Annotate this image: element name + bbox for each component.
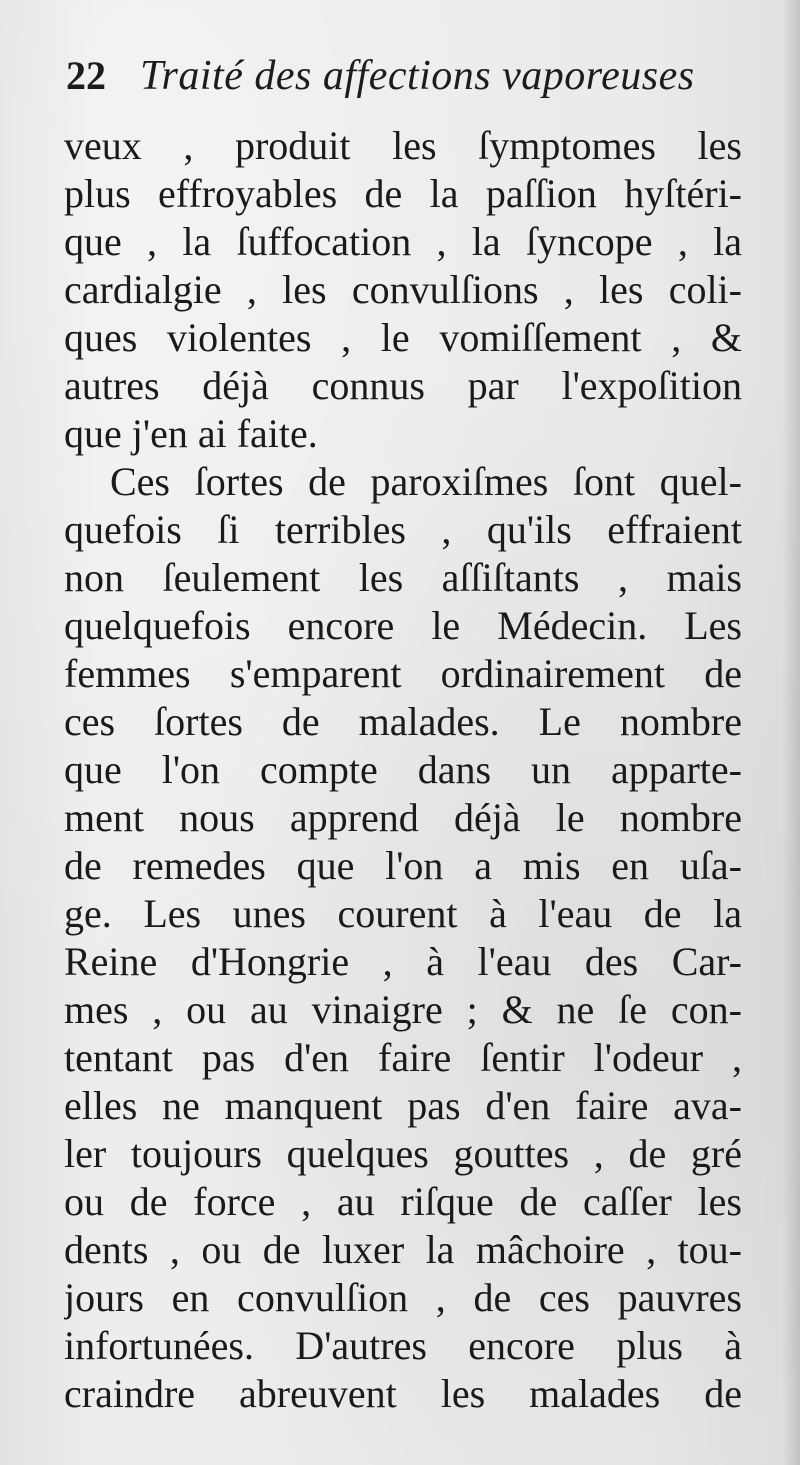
text-line: mes , ou au vinaigre ; & ne ſe con- [64, 987, 742, 1032]
page-number: 22 [66, 53, 106, 98]
text-line: autres déjà connus par l'expoſition [64, 363, 742, 408]
running-header [66, 52, 746, 112]
text-line: ge. Les unes courent à l'eau de la [64, 891, 742, 936]
body-text [64, 122, 742, 1418]
text-line: ler toujours quelques gouttes , de gré [64, 1131, 742, 1176]
text-line: Reine d'Hongrie , à l'eau des Car- [64, 939, 742, 984]
text-line: veux , produit les ſymptomes les [64, 123, 742, 168]
text-line: elles ne manquent pas d'en faire ava- [64, 1083, 742, 1128]
text-line: non ſeulement les aſſiſtants , mais [64, 555, 742, 600]
running-title: Traité des affections vaporeuses [140, 53, 695, 99]
text-line: jours en convulſion , de ces pauvres [64, 1275, 742, 1320]
text-line: plus effroyables de la paſſion hyſtéri- [64, 171, 742, 216]
text-line: ces ſortes de malades. Le nombre [64, 699, 742, 744]
text-line: Ces ſortes de paroxiſmes ſont quel- [110, 459, 742, 504]
text-line: de remedes que l'on a mis en uſa- [64, 843, 742, 888]
text-line: que , la ſuffocation , la ſyncope , la [64, 219, 742, 264]
text-line: quelquefois encore le Médecin. Les [64, 603, 742, 648]
text-line: femmes s'emparent ordinairement de [64, 651, 742, 696]
text-line: que j'en ai faite. [64, 411, 318, 456]
page-edge-shadow [782, 0, 800, 1465]
text-line: quefois ſi terribles , qu'ils effraient [64, 507, 742, 552]
text-line: dents , ou de luxer la mâchoire , tou- [64, 1227, 742, 1272]
text-line: ment nous apprend déjà le nombre [64, 795, 742, 840]
text-line: infortunées. D'autres encore plus à [64, 1323, 742, 1368]
text-line: ou de force , au riſque de caſſer les [64, 1179, 742, 1224]
text-line: tentant pas d'en faire ſentir l'odeur , [64, 1035, 742, 1080]
text-line: craindre abreuvent les malades de [64, 1371, 742, 1416]
text-line: que l'on compte dans un apparte- [64, 747, 742, 792]
text-line: ques violentes , le vomiſſement , & [64, 315, 742, 360]
text-line: cardialgie , les convulſions , les coli- [64, 267, 742, 312]
